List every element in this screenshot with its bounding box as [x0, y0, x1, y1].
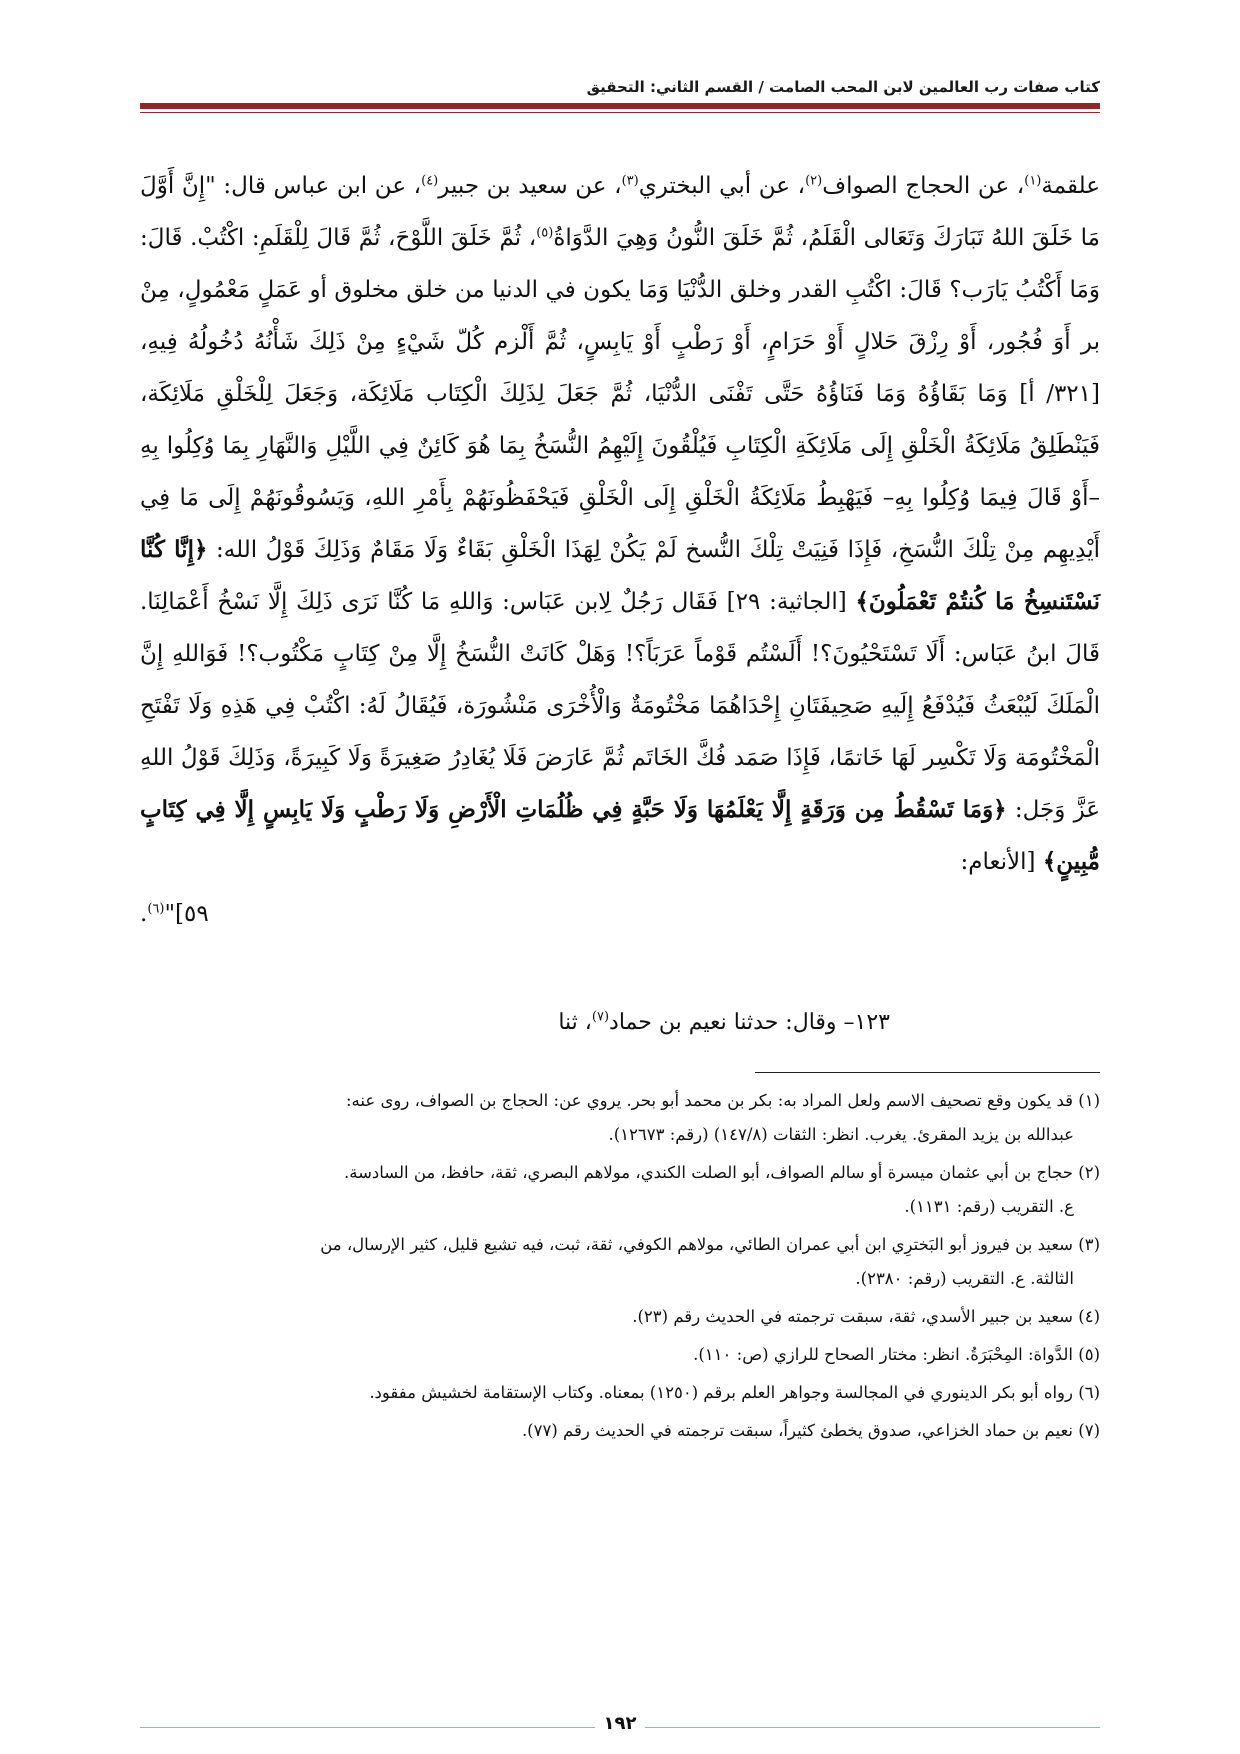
- footnote-line: ع. التقريب (رقم: ١١٣١).: [904, 1197, 1074, 1216]
- text-run: ، عن الحجاج الصواف: [822, 173, 1025, 199]
- footnote-line: (٣) سعيد بن فيروز أبو البَخترِي ابن أبي عمران الطائي، مولاهم الكوفي، ثقة، ثبت، فيه تشيع قليل، كثير الإرسال، من: [320, 1235, 1100, 1254]
- footnote-line: (٦) رواه أبو بكر الدينوري في المجالسة وجواهر العلم برقم (١٢٥٠) بمعناه. وكتاب الإستقامة لخشيش مفقود.: [369, 1383, 1100, 1402]
- footnote-ref[interactable]: (١): [1024, 173, 1042, 189]
- footnote-line: عبدالله بن يزيد المقرئ. يغرب. انظر: الثقات (١٤٧/٨) (رقم: ١٢٦٧٣).: [608, 1125, 1074, 1144]
- footnote-ref[interactable]: (٧): [591, 1009, 610, 1025]
- footnote-line: (١) قد يكون وقع تصحيف الاسم ولعل المراد به: بكر بن محمد أبو بحر. يروي عن: الحجاج بن الصواف، روى عنه:: [346, 1091, 1100, 1110]
- footnote-item: [140, 1084, 1100, 1152]
- footnote-line: (٥) الدَّواة: المِحْبَرَةُ. انظر: مختار الصحاح للرازي (ص: ١١٠).: [693, 1345, 1100, 1364]
- hadith-heading-text: ١٢٣– وقال: حدثنا نعيم بن حماد: [609, 1010, 890, 1035]
- hadith-heading-tail: ، ثنا: [558, 1010, 592, 1035]
- quran-verse: ﴿وَمَا تَسْقُطُ مِن وَرَقَةٍ إِلَّا يَعْلَمُهَا وَلَا حَبَّةٍ فِي ظُلُمَاتِ الْأَرْضِ وَلَا رَطْبٍ وَلَا يَابِسٍ إِلَّا فِي كِتَابٍ مُّبِينٍ﴾: [140, 796, 1100, 875]
- footnote-item: [140, 1156, 1100, 1224]
- quran-verse: ﴿إِنَّا كُنَّا نَسْتَنسِخُ مَا كُنتُمْ تَعْمَلُونَ﴾: [140, 536, 1100, 615]
- footnote-separator: [755, 1072, 1100, 1073]
- text-run: ، عن سعيد بن جبير: [438, 173, 622, 199]
- footnote-line: (٧) نعيم بن حماد الخزاعي، صدوق يخطئ كثيراً، سبقت ترجمته في الحديث رقم (٧٧).: [521, 1421, 1100, 1440]
- footnote-ref[interactable]: (٤): [421, 173, 439, 189]
- main-paragraph: [140, 160, 1100, 888]
- text-run: [الجاثية: ٢٩] فَقَال رَجُلٌ لِابن عَبَاس: وَاللهِ مَا كُنَّا نَرَى ذَلِكَ إِلَّا نَسْخُ أَعْمَالِنَا. قَالَ ابنُ عَبَاس: أَلَا تَسْتَحْيُونَ؟! أَلَسْتُم قَوْماً عَرَبَاً؟! وَهَلْ كَانَتْ النُّسَخُ إِلَّا مِنْ كِتَابٍ مَكْتُوب؟! فَوَاللهِ إِنَّ الْمَلَكَ لَيُبْعَثُ فَيُدْفَعُ إِلَيهِ صَحِيفَتَانِ إِحْدَاهُمَا مَخْتُومَةٌ وَالْأُخْرَى مَنْشُورَة، فَيُقَالُ لَهُ: اكْتُبْ فِي هَذِهِ وَلَا تَفْتَحِ الْمَخْتُومَة وَلَا تَكْسِر لَهَا خَاتمًا، فَإِذَا صَمَد فُكَّ الخَاتَم ثُمَّ عَارَضَ فَلَا يُغَادِرُ صَغِيرَةً وَلَا كَبِيرَةً، وَذَلِكَ قَوْلُ اللهِ عَزَّ وَجَل:: [140, 589, 1101, 823]
- footnote-ref[interactable]: (٦): [147, 901, 165, 917]
- text-run: ، عن أبي البختري: [638, 173, 806, 199]
- footnote-line: (٢) حجاج بن أبي عثمان ميسرة أو سالم الصواف، أبو الصلت الكندي، مولاهم البصري، ثقة، حافظ، من السادسة.: [343, 1163, 1100, 1182]
- paragraph-last-line: [140, 888, 1100, 940]
- text-run: [الأنعام:: [960, 849, 1043, 875]
- footnote-line: (٤) سعيد بن جبير الأسدي، ثقة، سبقت ترجمته في الحديث رقم (٢٣).: [632, 1307, 1100, 1326]
- footnote-ref[interactable]: (٣): [621, 173, 639, 189]
- text-run: ٥٩]": [164, 901, 209, 927]
- footnote-item: [140, 1228, 1100, 1296]
- main-text: [140, 160, 1100, 940]
- text-run: علقمة: [1041, 173, 1100, 199]
- hadith-heading: [140, 1003, 1100, 1043]
- footnote-item: [140, 1376, 1100, 1410]
- text-run: .: [140, 901, 148, 927]
- running-header: كتاب صفات رب العالمين لابن المحب الصامت / القسم الثاني: التحقيق: [586, 78, 1100, 96]
- footnote-item: [140, 1414, 1100, 1448]
- footnote-ref[interactable]: (٢): [805, 173, 823, 189]
- footnote-line: الثالثة. ع. التقريب (رقم: ٢٣٨٠).: [855, 1269, 1074, 1288]
- header-rule-thin: [140, 112, 1100, 113]
- text-run: ، ثُمَّ خَلَقَ اللَّوْحَ، ثُمَّ قَالَ لِلْقَلَمِ: اكْتُبْ. قَالَ: وَمَا أَكْتُبُ يَارَب؟ قَالَ: اكْتُبِ القدر وخلق الدُّنْيَا وَمَا يكون في الدنيا من خلق مخلوق أو عَمَلٍ مَعْمُولٍ، مِنْ بر أَوَ فُجُور، أَوْ رِزْقَ حَلالٍ أَوْ حَرَامٍ، أَوْ رَطْبٍ أَوْ يَابِسٍ، ثُمَّ أَلْزم كُلّ شَيْءٍ مِنْ ذَلِكَ شَأْنُهُ دُخُولُهُ فِيهِ، [٣٢١/ أ] وَمَا بَقَاؤُهُ وَمَا فَنَاؤُهُ حَتَّى تَفْنَى الدُّنْيَا، ثُمَّ جَعَلَ لِذَلِكَ الْكِتَاب مَلَائِكَة، وَجَعَلَ لِلْخَلْقِ مَلَائِكَة، فَيَنْطَلِقُ مَلَائِكَةُ الْخَلْقِ إِلَى مَلَائِكَةِ الْكِتَابِ فَيُلْقُونَ إِلَيْهِمُ النُّسَخُ بِمَا هُوَ كَائِنٌ فِي اللَّيْلِ وَالنَّهَارِ بِمَا وُكِلُوا بِهِ –أَوْ قَالَ فِيمَا وُكِلُوا بِهِ– فَيَهْبِطُ مَلَائِكَةُ الْخَلْقِ إِلَى الْخَلْقِ فَيَحْفَظُونَهُمْ بِأَمْرِ اللهِ، وَيَسُوقُونَهُمْ إِلَى مَا فِي أَيْدِيهِم مِنْ تِلْكَ النُّسَخِ، فَإِذَا فَنِيَتْ تِلْكَ النُّسخ لَمْ يَكُنْ لِهَذَا الْخَلْقِ بَقَاءٌ وَلَا مَقَامٌ وَذَلِكَ قَوْلُ الله:: [140, 225, 1100, 563]
- page-number: ١٩٢: [595, 1713, 645, 1734]
- text-run: ، عن ابن عباس قال: "إِنَّ أَوَّلَ مَا خَلَقَ اللهُ تَبَارَكَ وَتَعَالى الْقَلَمُ، ثُمَّ خَلَقَ النُّونُ وَهِيَ الدَّوَاةُ: [140, 173, 1100, 251]
- footnote-item: [140, 1300, 1100, 1334]
- header-rule-thick: [140, 103, 1100, 109]
- footnote-ref[interactable]: (٥): [536, 225, 554, 241]
- footnote-item: [140, 1338, 1100, 1372]
- footnotes: [140, 1084, 1100, 1452]
